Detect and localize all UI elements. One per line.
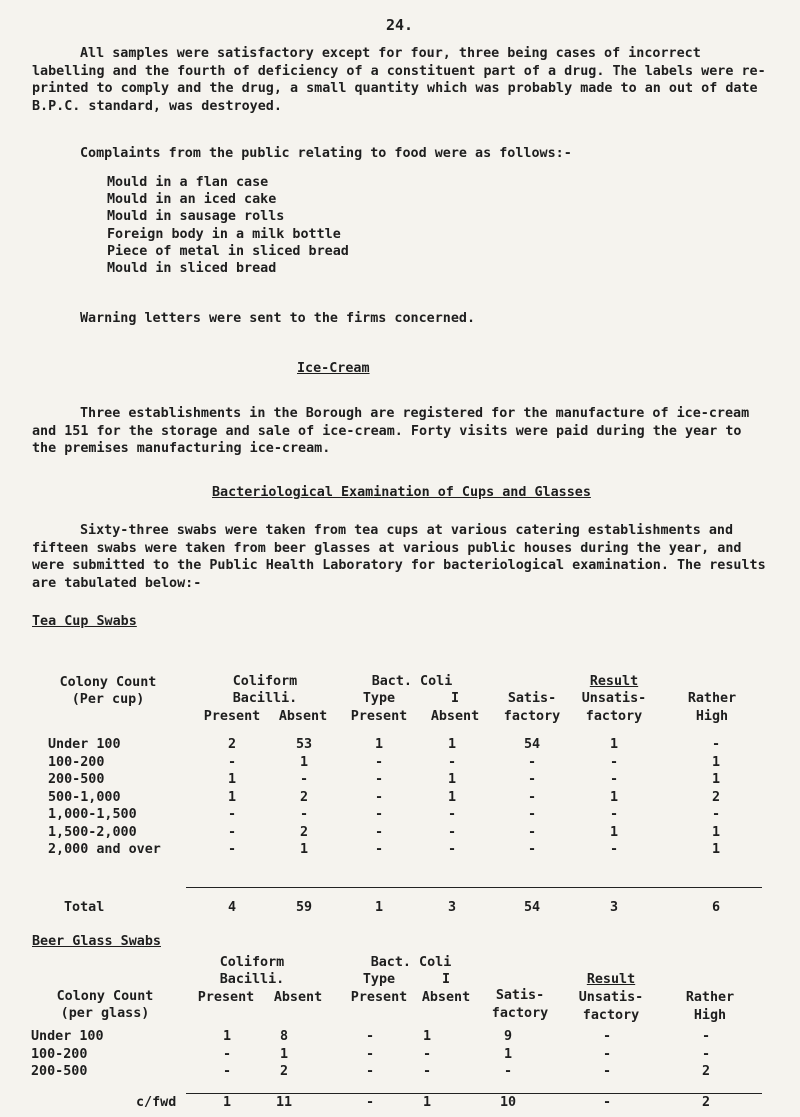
cell-coliform-present: 1 (222, 1095, 232, 1110)
cell-bact-coli-absent: 1 (447, 789, 457, 805)
cell-coliform-present: 4 (227, 900, 237, 915)
total-rule (186, 1093, 762, 1094)
col-rather: Rather (687, 691, 737, 706)
cell-rather-high: 6 (711, 900, 721, 915)
cell-colony-count: Under 100 (48, 737, 121, 752)
list-item: Mould in sausage rolls (107, 209, 285, 225)
cell-satisfactory: - (527, 789, 537, 805)
col-unsatis: Unsatis- (581, 691, 647, 706)
bacteriological-heading: Bacteriological Examination of Cups and Glasses (212, 485, 591, 500)
cell-satisfactory: - (527, 772, 537, 787)
cell-coliform-absent: 2 (279, 1064, 289, 1079)
cell-bact-coli-present: - (374, 754, 384, 770)
beer-glass-heading: Beer Glass Swabs (32, 934, 161, 949)
cell-satisfactory: 54 (523, 900, 541, 915)
cell-colony-count: 2,000 and over (48, 842, 161, 857)
cell-coliform-present: 1 (227, 772, 237, 787)
col-satis: Satis- (507, 691, 557, 706)
cell-bact-coli-absent: 1 (422, 1029, 432, 1044)
cell-coliform-present: - (222, 1064, 232, 1079)
cell-bact-coli-present: - (365, 1064, 375, 1079)
complaints-list (107, 174, 349, 277)
cell-bact-coli-absent: 1 (447, 772, 457, 787)
cell-colony-count: 1,000-1,500 (48, 807, 137, 822)
ice-cream-paragraph: Three establishments in the Borough are registered for the manufacture of ice-cream and 151 for the storage and sale of ice-cream. Forty visits were paid during the year to the premises manufacturing ice-cream. (32, 406, 750, 456)
cell-unsatisfactory: - (609, 807, 619, 822)
col-absent: Absent (421, 990, 471, 1005)
col-absent: Absent (273, 990, 323, 1005)
cell-colony-count: 500-1,000 (48, 789, 121, 805)
cell-colony-count: c/fwd (136, 1095, 177, 1110)
cell-coliform-absent: 8 (279, 1029, 289, 1044)
cell-coliform-absent: 1 (299, 754, 309, 770)
cell-coliform-absent: 2 (299, 789, 309, 805)
cell-bact-coli-absent: 1 (422, 1095, 432, 1110)
col-unsatis: Unsatis- (578, 990, 644, 1005)
col-absent: Absent (430, 709, 480, 724)
cell-coliform-absent: 11 (275, 1095, 293, 1110)
cell-unsatisfactory: - (602, 1046, 612, 1062)
cell-rather-high: 1 (711, 772, 721, 787)
cell-satisfactory: 10 (499, 1095, 517, 1110)
cell-colony-count: 100-200 (48, 754, 105, 770)
col-present: Present (350, 709, 408, 724)
cell-bact-coli-present: - (374, 824, 384, 840)
col-unsatis-factory: factory (582, 1008, 640, 1023)
page-number: 24. (386, 16, 414, 34)
cell-coliform-present: - (227, 807, 237, 822)
cell-rather-high: 1 (711, 842, 721, 857)
cell-unsatisfactory: - (609, 842, 619, 857)
list-item: Piece of metal in sliced bread (107, 243, 349, 259)
col-bact-coli: Bact. Coli (371, 674, 453, 689)
col-rather: Rather (685, 990, 735, 1005)
cell-unsatisfactory: - (602, 1095, 612, 1110)
cell-rather-high: - (701, 1046, 711, 1062)
col-absent: Absent (278, 709, 328, 724)
cell-coliform-absent: - (299, 772, 309, 787)
col-bact-coli: Bact. Coli (370, 955, 452, 970)
cell-bact-coli-absent: - (422, 1046, 432, 1062)
cell-bact-coli-present: - (365, 1095, 375, 1110)
col-result: Result (589, 674, 639, 689)
cell-coliform-present: - (227, 754, 237, 770)
col-unsatis-factory: factory (585, 709, 643, 724)
intro-paragraph: All samples were satisfactory except for four, three being cases of incorrect labelling and the fourth of deficiency of a constituent part of a drug. The labels were re-printed to comply and the drug, a small quantity which was probably made to an out of date B.P.C. standard, was destroyed. (32, 46, 766, 114)
cell-coliform-present: - (222, 1046, 232, 1062)
tea-cup-heading: Tea Cup Swabs (32, 614, 137, 629)
cell-bact-coli-present: - (365, 1046, 375, 1062)
cell-satisfactory: 54 (523, 737, 541, 752)
col-bacilli: Bacilli. (219, 972, 285, 987)
cell-coliform-absent: 1 (299, 842, 309, 857)
cell-unsatisfactory: - (602, 1029, 612, 1044)
cell-colony-count: Total (64, 900, 105, 915)
col-type: Type (362, 691, 396, 706)
cell-bact-coli-absent: - (422, 1064, 432, 1079)
cell-bact-coli-absent: - (447, 842, 457, 857)
col-colony-count: Colony Count (Per cup) (59, 675, 157, 707)
cell-unsatisfactory: - (609, 772, 619, 787)
cell-bact-coli-absent: 1 (447, 737, 457, 752)
col-present: Present (350, 990, 408, 1005)
list-item: Mould in sliced bread (107, 261, 277, 277)
list-item: Foreign body in a milk bottle (107, 226, 341, 242)
col-satis: Satis- (495, 988, 545, 1003)
col-result: Result (586, 972, 636, 987)
cell-satisfactory: - (527, 754, 537, 770)
col-high: High (693, 1008, 727, 1023)
cell-coliform-present: 2 (227, 737, 237, 752)
col-type-i: I (450, 691, 460, 706)
cell-colony-count: 1,500-2,000 (48, 824, 137, 840)
cell-bact-coli-present: - (374, 772, 384, 787)
col-satis-factory: factory (503, 709, 561, 724)
cell-unsatisfactory: - (609, 754, 619, 770)
list-item: Mould in an iced cake (107, 192, 277, 208)
cell-coliform-absent: 1 (279, 1046, 289, 1062)
col-coliform: Coliform (232, 674, 298, 689)
cell-satisfactory: - (527, 842, 537, 857)
cell-coliform-absent: 2 (299, 824, 309, 840)
cell-coliform-present: - (227, 842, 237, 857)
cell-rather-high: - (711, 807, 721, 822)
col-present: Present (203, 709, 261, 724)
cell-bact-coli-present: - (365, 1029, 375, 1044)
cell-bact-coli-present: 1 (374, 737, 384, 752)
col-bacilli: Bacilli. (232, 691, 298, 706)
cell-coliform-present: 1 (227, 789, 237, 805)
cell-rather-high: 2 (701, 1064, 711, 1079)
cell-colony-count: 200-500 (48, 772, 105, 787)
list-item: Mould in a flan case (107, 175, 269, 190)
cell-unsatisfactory: - (602, 1064, 612, 1079)
cell-rather-high: 2 (711, 789, 721, 805)
complaints-intro: Complaints from the public relating to food were as follows:- (80, 146, 572, 161)
cell-colony-count: 100-200 (31, 1046, 88, 1062)
col-present: Present (197, 990, 255, 1005)
cell-rather-high: 1 (711, 754, 721, 770)
cell-rather-high: - (711, 737, 721, 752)
cell-rather-high: - (701, 1029, 711, 1044)
total-rule (186, 887, 762, 888)
cell-bact-coli-present: 1 (374, 900, 384, 915)
cell-colony-count: Under 100 (31, 1029, 104, 1044)
cell-satisfactory: - (527, 807, 537, 822)
col-coliform: Coliform (219, 955, 285, 970)
cell-satisfactory: 1 (503, 1046, 513, 1062)
cell-rather-high: 1 (711, 824, 721, 840)
col-type: Type (362, 972, 396, 987)
col-satis-factory: factory (491, 1006, 549, 1021)
ice-cream-heading: Ice-Cream (297, 361, 370, 376)
cell-colony-count: 200-500 (31, 1064, 88, 1079)
col-type-i: I (441, 972, 451, 987)
cell-bact-coli-present: - (374, 842, 384, 857)
cell-bact-coli-absent: - (447, 754, 457, 770)
cell-unsatisfactory: 1 (609, 824, 619, 840)
cell-satisfactory: 9 (503, 1029, 513, 1044)
cell-bact-coli-present: - (374, 789, 384, 805)
cell-unsatisfactory: 1 (609, 789, 619, 805)
bacteriological-paragraph: Sixty-three swabs were taken from tea cups at various catering establishments and fifteen swabs were taken from beer glasses at various public houses during the year, and were submitted to the Public Health Laboratory for bacteriological examination. The results are tabulated below:- (32, 523, 766, 591)
col-high: High (695, 709, 729, 724)
cell-unsatisfactory: 1 (609, 737, 619, 752)
cell-satisfactory: - (503, 1064, 513, 1079)
cell-coliform-present: - (227, 824, 237, 840)
cell-rather-high: 2 (701, 1095, 711, 1110)
cell-coliform-absent: 59 (295, 900, 313, 915)
col-colony-count: Colony Count (per glass) (56, 989, 154, 1021)
cell-bact-coli-present: - (374, 807, 384, 822)
cell-bact-coli-absent: - (447, 824, 457, 840)
cell-satisfactory: - (527, 824, 537, 840)
cell-bact-coli-absent: - (447, 807, 457, 822)
cell-coliform-present: 1 (222, 1029, 232, 1044)
warning-paragraph: Warning letters were sent to the firms concerned. (80, 311, 476, 326)
cell-bact-coli-absent: 3 (447, 900, 457, 915)
cell-coliform-absent: 53 (295, 737, 313, 752)
cell-coliform-absent: - (299, 807, 309, 822)
cell-unsatisfactory: 3 (609, 900, 619, 915)
